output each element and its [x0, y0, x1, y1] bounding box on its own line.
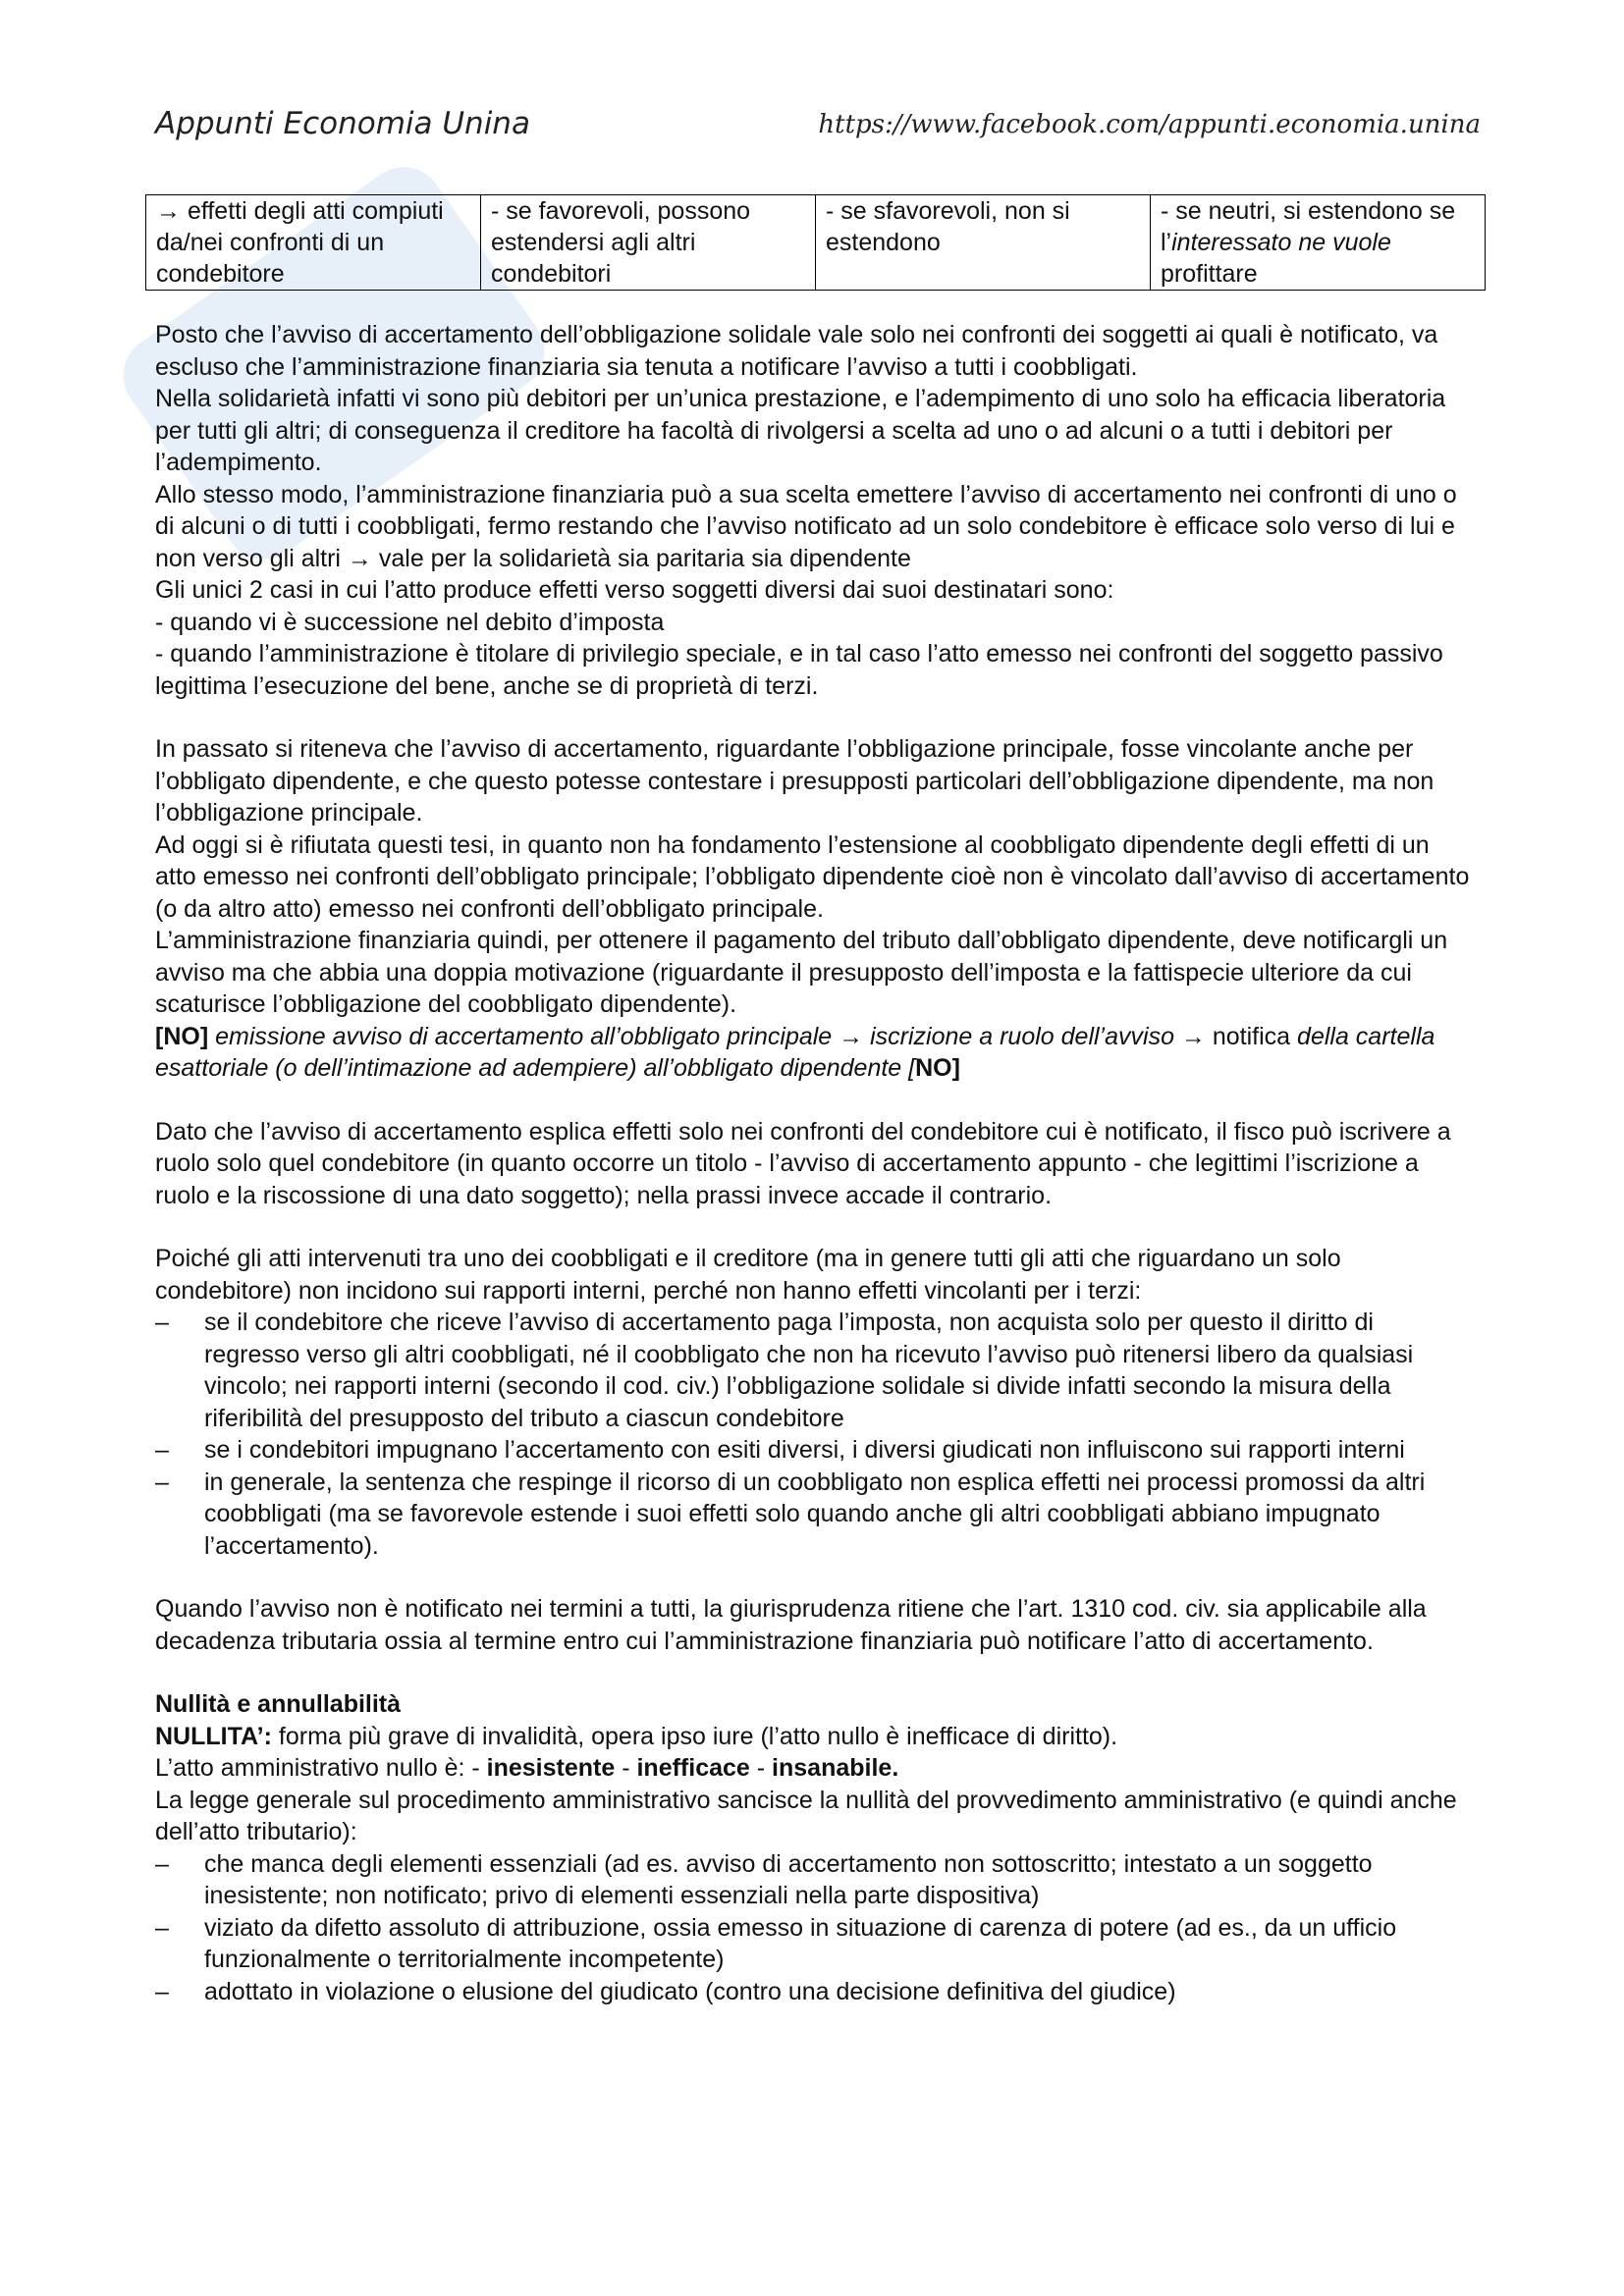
- table-cell: - se favorevoli, possono estendersi agli altri condebitori: [481, 195, 816, 291]
- paragraph: L’amministrazione finanziaria quindi, per ottenere il pagamento del tributo dall’obbligato dipendente, deve notificargli un avviso ma che abbia una doppia motivazione (riguardante il presupposto dell’imposta e la fattispecie ulteriore da cui scaturisce l’obbligazione del coobbligato dipendente).: [155, 927, 1448, 1018]
- atto-intro: L’atto amministrativo nullo è: -: [155, 1754, 487, 1782]
- flow-text: emissione avviso di accertamento all’obbligato principale → iscrizione a ruolo dell’avviso →: [208, 1022, 1213, 1050]
- paragraph: - quando vi è successione nel debito d’imposta: [155, 608, 665, 636]
- dash-bullet: –: [155, 1308, 169, 1336]
- dash-bullet: –: [155, 1849, 169, 1878]
- no-label: [NO]: [155, 1022, 209, 1050]
- paragraph: Gli unici 2 casi in cui l’atto produce effetti verso soggetti diversi dai suoi destinatari sono:: [155, 576, 1114, 604]
- paragraph: Quando l’avviso non è notificato nei termini a tutti, la giurisprudenza ritiene che l’art. 1310 cod. civ. sia applicabile alla decadenza tributaria ossia al termine entro cui l’amministrazione finanziaria può notificare l’atto di accertamento.: [155, 1595, 1427, 1655]
- list-item-text: se i condebitori impugnano l’accertamento con esiti diversi, i diversi giudicati non influiscono sui rapporti interni: [204, 1436, 1405, 1464]
- document-body: [155, 319, 1476, 2007]
- list-item: [155, 1848, 1476, 1912]
- separator: -: [615, 1754, 637, 1782]
- flow-text: [: [908, 1054, 916, 1082]
- list-item: [155, 1976, 1476, 2008]
- list-item: [155, 1912, 1476, 1976]
- flow-text: notifica: [1212, 1022, 1291, 1050]
- table-cell: → effetti degli atti compiuti da/nei confronti di un condebitore: [146, 195, 481, 291]
- page-header: [155, 106, 1481, 155]
- paragraph: Dato che l’avviso di accertamento esplica effetti solo nei confronti del condebitore cui è notificato, il fisco può iscrivere a ruolo solo quel condebitore (in quanto occorre un titolo - l’avviso di accertamento appunto - che legittimi l’iscrizione a ruolo e la riscossione di una dato soggetto); nella prassi invece accade il contrario.: [155, 1117, 1451, 1209]
- keyword: insanabile: [772, 1754, 893, 1782]
- paragraph: Nella solidarietà infatti vi sono più debitori per un’unica prestazione, e l’adempimento di uno solo ha efficacia liberatoria per tutti gli altri; di conseguenza il creditore ha facoltà di rivolgersi a scelta ad uno o ad alcuni o a tutti i debitori per l’adempimento.: [155, 385, 1446, 476]
- flow-text: della cartella esattoriale (o dell’intimazione ad adempiere) all’obbligato dipendente: [155, 1022, 1435, 1082]
- list-item: [155, 1467, 1476, 1563]
- list-item-text: viziato da difetto assoluto di attribuzione, ossia emesso in situazione di carenza di potere (ad es., da un ufficio funzionalmente o territorialmente incompetente): [204, 1913, 1397, 1973]
- paragraph: [155, 1752, 1476, 1785]
- effects-table: [145, 194, 1486, 291]
- period: .: [892, 1754, 899, 1782]
- paragraph: Ad oggi si è rifiutata questi tesi, in quanto non ha fondamento l’estensione al coobbligato dipendente degli effetti di un atto emesso nei confronti dell’obbligato principale; l’obbligato dipendente cioè non è vincolato dall’avviso di accertamento (o da altro atto) emesso nei confronti dell’obbligato principale.: [155, 830, 1470, 923]
- cell-text: - se neutri, si estendono se l’: [1161, 197, 1456, 256]
- term-definition: forma più grave di invalidità, opera ipso iure (l’atto nullo è inefficace di diritto).: [271, 1722, 1118, 1750]
- paragraph: Poiché gli atti intervenuti tra uno dei coobbligati e il creditore (ma in genere tutti gli atti che riguardano un solo condebitore) non incidono sui rapporti interni, perché non hanno effetti vincolanti per i terzi:: [155, 1245, 1341, 1305]
- paragraph: In passato si riteneva che l’avviso di accertamento, riguardante l’obbligazione principale, fosse vincolante anche per l’obbligato dipendente, e che questo potesse contestare i presupposti particolari dell’obbligazione dipendente, ma non l’obbligazione principale.: [155, 735, 1435, 827]
- separator: -: [749, 1754, 773, 1782]
- paragraph: Allo stesso modo, l’amministrazione finanziaria può a sua scelta emettere l’avviso di accertamento nei confronti di uno o di alcuni o di tutti i coobbligati, fermo restando che l’avviso notificato ad un solo condebitore è efficace solo verso di lui e non verso gli altri → vale per la solidarietà sia paritaria sia dipendente: [155, 480, 1457, 572]
- dash-bullet: –: [155, 1436, 169, 1464]
- paragraph: Posto che l’avviso di accertamento dell’obbligazione solidale vale solo nei confronti dei soggetti ai quali è notificato, va escluso che l’amministrazione finanziaria sia tenuta a notificare l’avviso a tutti i coobbligati.: [155, 321, 1438, 381]
- list-item-text: se il condebitore che riceve l’avviso di accertamento paga l’imposta, non acquista solo per questo il diritto di regresso verso gli altri coobbligati, né il coobbligato che non ha ricevuto l’avviso può ritenersi libero da qualsiasi vincolo; nei rapporti interni (secondo il cod. civ.) l’obbligazione solidale si divide infatti secondo la misura della riferibilità del presupposto del tributo a ciascun condebitore: [204, 1308, 1414, 1432]
- list-item: [155, 1434, 1476, 1467]
- flow-line: [155, 1021, 1476, 1085]
- section-title: Nullità e annullabilità: [155, 1690, 402, 1718]
- cell-text: profittare: [1161, 260, 1258, 288]
- keyword: inesistente: [486, 1754, 616, 1782]
- table-cell: [1151, 195, 1486, 291]
- list-item-text: adottato in violazione o elusione del giudicato (contro una decisione definitiva del giudice): [204, 1977, 1176, 2005]
- table-row: [146, 195, 1486, 291]
- table-cell: - se sfavorevoli, non si estendono: [816, 195, 1151, 291]
- term-label: NULLITA’:: [155, 1722, 272, 1750]
- dash-bullet: –: [155, 1977, 169, 2005]
- cell-italic: interessato ne vuole: [1171, 229, 1391, 256]
- paragraph: [155, 1721, 1476, 1753]
- paragraph: - quando l’amministrazione è titolare di privilegio speciale, e in tal caso l’atto emesso nei confronti del soggetto passivo legittima l’esecuzione del bene, anche se di proprietà di terzi.: [155, 640, 1443, 700]
- header-url: https://www.facebook.com/appunti.economia.unina: [818, 110, 1481, 139]
- no-label: NO]: [915, 1054, 960, 1082]
- header-title: Appunti Economia Unina: [155, 106, 530, 141]
- list-item-text: che manca degli elementi essenziali (ad es. avviso di accertamento non sottoscritto; intestato a un soggetto inesistente; non notificato; privo di elementi essenziali nella parte dispositiva): [204, 1849, 1373, 1909]
- dash-bullet: –: [155, 1913, 169, 1942]
- list-item: [155, 1307, 1476, 1434]
- paragraph: La legge generale sul procedimento amministrativo sancisce la nullità del provvedimento amministrativo (e quindi anche dell’atto tributario):: [155, 1786, 1457, 1845]
- keyword: inefficace: [636, 1754, 750, 1782]
- list-item-text: in generale, la sentenza che respinge il ricorso di un coobbligato non esplica effetti nei processi promossi da altri coobbligati (ma se favorevole estende i suoi effetti solo quando anche gli altri coobbligati abbiano impugnato l’accertamento).: [204, 1468, 1426, 1560]
- dash-bullet: –: [155, 1468, 169, 1496]
